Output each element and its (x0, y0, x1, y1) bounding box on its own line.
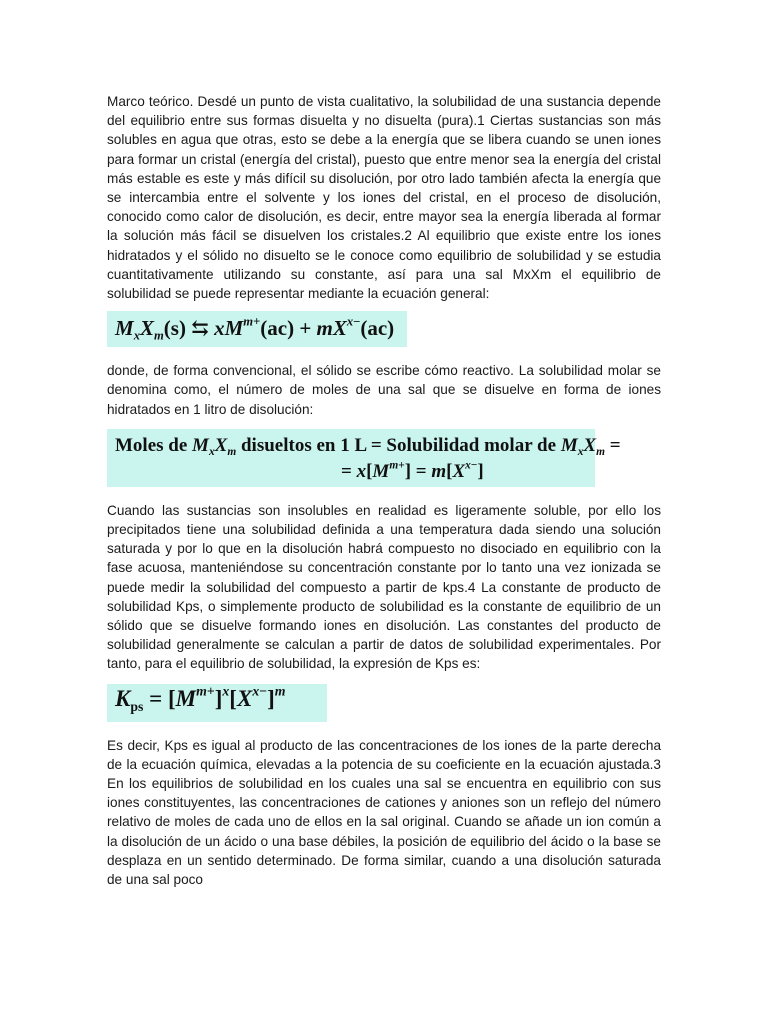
paragraph-kps-explanation: Es decir, Kps es igual al producto de las concentraciones de los iones de la parte derecha de la ecuación química, elevadas a la potencia de su coeficiente en la ecuación ajustada.3 En los equilibrios de solubilidad en los cuales una sal se encuentra en equilibrio con sus iones constituyentes, las concentraciones de cationes y aniones son un reflejo del número relativo de moles de cada uno de ellos en la sal original. Cuando se añade un ion común a la disolución de un ácido o una base débiles, la posición de equilibrio del ácido o la base se desplaza en un sentido determinado. De forma similar, cuando a una disolución saturada de una sal poco (107, 737, 661, 888)
paragraph-marco-teorico: Marco teórico. Desdé un punto de vista cualitativo, la solubilidad de una sustancia depende del equilibrio entre sus formas disuelta y no disuelta (pura).1 Ciertas sustancias son más solubles en agua que otras, esto se debe a la energía que se libera cuando se unen iones para formar un cristal (energía del cristal), puesto que entre menor sea la energía del cristal más estable es este y más difícil su disolución, por otro lado también afecta la energía que se intercambia entre el solvente y los iones del cristal, en el proceso de disolución, conocido como calor de disolución, es decir, entre mayor sea la energía liberada al formar la solución más fácil se disuelven los cristales.2 Al equilibrio que existe entre los iones hidratados y el sólido no disuelto se le conoce como equilibrio de solubilidad y se estudia cuantitativamente utilizando su constante, así para una sal MxXm el equilibrio de solubilidad se puede representar mediante la ecuación general: (107, 94, 661, 302)
document-page (107, 92, 661, 889)
equation-molar-solubility: Moles de $M_xX_m$ disueltos en 1 L = Solubilidad molar de $M_xX_m$ = = $x[M^{m+}] = m[X^{x-}]$ (107, 429, 595, 487)
equation-kps-expression: $K_{ps} = [M^{m+}]^x[X^{x-}]^m$ (107, 684, 327, 722)
equation-solubility-equilibrium: $M_xX_m(s)$ ⇆ $xM^{m+}(ac) + mX^{x-}(ac)$ (107, 311, 407, 347)
paragraph-kps-definition: Cuando las sustancias son insolubles en realidad es ligeramente soluble, por ello los precipitados tiene una solubilidad definida a una temperatura dada siendo una solución saturada y por lo que en la disolución habrá compuesto no disociado en equilibrio con la fase acuosa, manteniéndose su concentración constante por lo tanto una vez ionizada se puede medir la solubilidad del compuesto a partir de kps.4 La constante de producto de solubilidad Kps, o simplemente producto de solubilidad es la constante de equilibrio de un sólido que se disuelve formando iones en disolución. Las constantes del producto de solubilidad generalmente se calculan a partir de datos de solubilidad experimentales. Por tanto, para el equilibrio de solubilidad, la expresión de Kps es: (107, 502, 661, 672)
paragraph-solubilidad-molar: donde, de forma convencional, el sólido se escribe cómo reactivo. La solubilidad molar se denomina como, el número de moles de una sal que se disuelve en forma de iones hidratados en 1 litro de disolución: (107, 363, 661, 417)
